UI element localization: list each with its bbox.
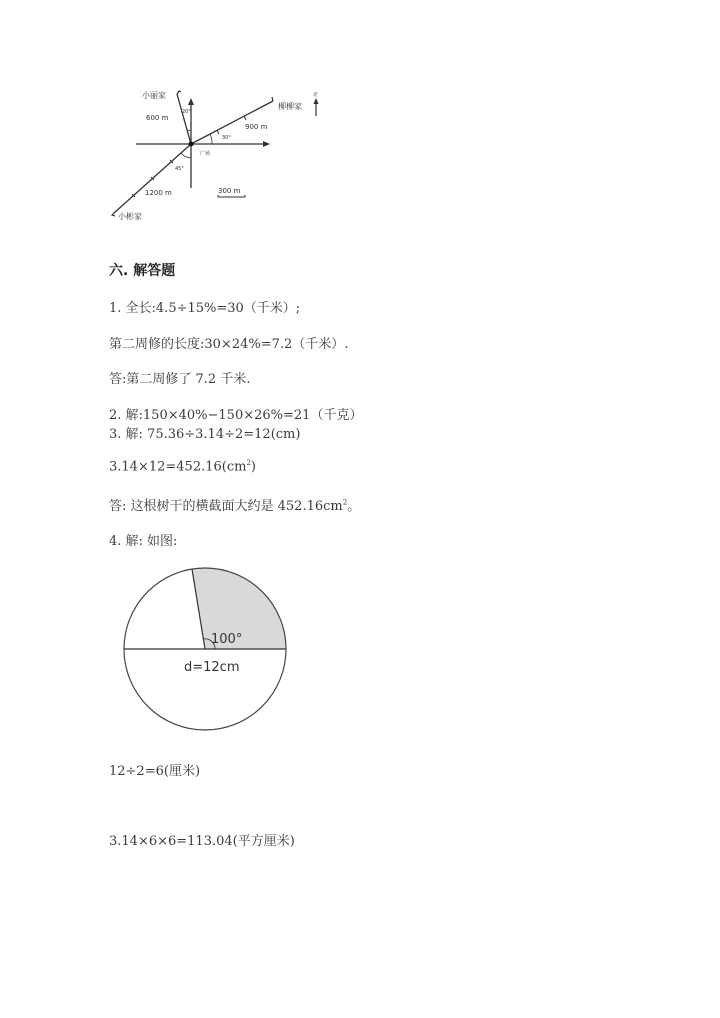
scale-bar [218, 195, 245, 197]
q2-line-1: 2. 解:150×40%−150×26%=21（千克） [109, 408, 363, 423]
square-point [189, 142, 194, 147]
liuliu-home-label: 柳柳家 [278, 102, 302, 111]
q1-answer: 答:第二周修了 7.2 千米. [109, 372, 251, 387]
diameter-label: d=12cm [184, 660, 240, 675]
q4-line-1: 4. 解: 如图: [109, 534, 178, 549]
q4-line-2: 12÷2=6(厘米) [109, 764, 201, 779]
q3-line-2-end: ) [250, 459, 256, 475]
xiaoli-distance-label: 600 m [146, 114, 169, 122]
square-label: 广场 [200, 151, 211, 157]
north-axis-arrow-icon [188, 98, 194, 105]
circle-figure [110, 560, 310, 740]
xiaoli-angle-label: 20° [182, 109, 191, 115]
q3-answer-end: 。 [347, 499, 361, 514]
q4-line-3: 3.14×6×6=113.04(平方厘米) [109, 834, 295, 849]
east-arrow-icon [263, 141, 270, 147]
xiaobin-distance-label: 1200 m [145, 189, 172, 197]
xiaoli-home-label: 小丽家 [142, 91, 166, 100]
q3-answer-main: 答: 这根树干的横截面大约是 452.16cm [109, 499, 343, 514]
xiaobin-home-label: 小彬家 [118, 212, 142, 221]
angle-label: 100° [211, 632, 243, 647]
north-label: 北 [313, 92, 319, 98]
q3-line-1: 3. 解: 75.36÷3.14÷2=12(cm) [109, 427, 301, 442]
map-figure [100, 80, 340, 230]
q3-answer-sup: 2 [342, 498, 348, 507]
north-arrow-icon [314, 98, 319, 104]
q1-line-2: 第二周修的长度:30×24%=7.2（千米）. [109, 337, 349, 352]
liuliu-distance-label: 900 m [245, 123, 268, 131]
liuliu-angle-label: 30° [222, 135, 231, 141]
q3-answer [109, 495, 360, 514]
q3-line-2-main: 3.14×12=452.16(cm [109, 459, 247, 475]
q1-line-1: 1. 全长:4.5÷15%=30（千米）; [109, 301, 301, 316]
scale-label: 300 m [218, 187, 241, 195]
section-title: 六. 解答题 [109, 263, 176, 279]
q3-line-2-sup: 2 [246, 459, 251, 467]
q3-line-2 [109, 459, 256, 474]
xiaobin-angle-label: 45° [175, 166, 184, 172]
route-xiaoli [177, 94, 191, 144]
